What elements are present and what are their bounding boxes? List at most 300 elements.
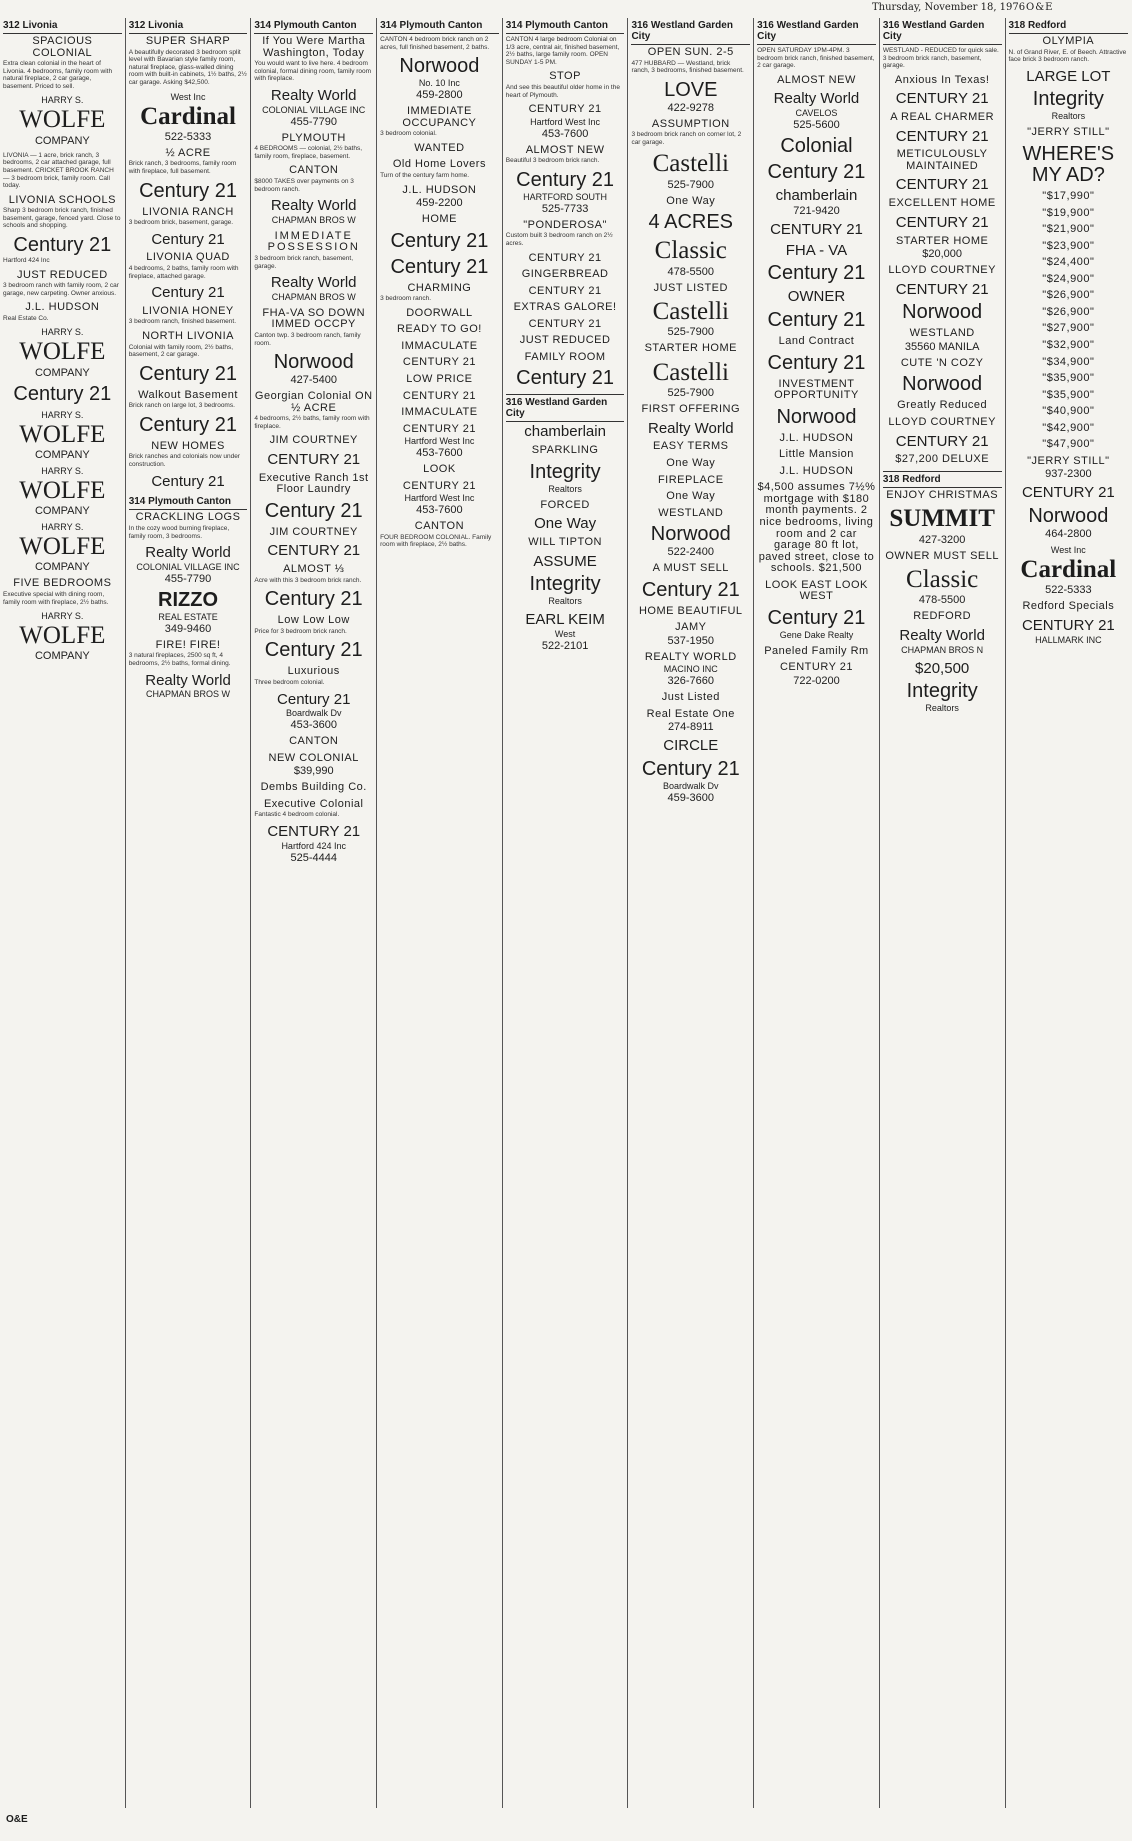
ad-headline: A REAL CHARMER: [890, 111, 995, 124]
classified-ad: [757, 310, 876, 331]
ad-phone: 525-5600: [793, 119, 840, 132]
ad-headline: Redford Specials: [1022, 600, 1115, 613]
ad-phone: 525-7900: [667, 387, 715, 400]
ad-headline: Realty World: [145, 671, 231, 689]
classified-ad: [1009, 390, 1129, 402]
ad-body-text: 3 bedroom ranch, finished basement.: [128, 318, 237, 326]
ad-headline: 4 ACRES: [648, 211, 734, 234]
ad-headline: REDFORD: [913, 610, 972, 623]
ad-headline: Integrity: [529, 460, 601, 483]
classified-ad: [1009, 257, 1129, 269]
classified-ad: [757, 136, 876, 157]
ad-headline: If You Were Martha Washington, Today: [262, 35, 366, 59]
classified-ad: [631, 196, 750, 208]
ad-agent-line: CHAPMAN BROS N: [901, 644, 984, 655]
ad-headline: Century 21: [151, 472, 225, 490]
classified-ad: [3, 327, 122, 378]
ad-agent-line: West: [554, 629, 576, 639]
classified-ad: [506, 170, 625, 215]
ad-body-text: 3 bedroom ranch with family room, 2 car garage, new carpeting. Owner anxious.: [3, 282, 119, 297]
classified-ad: [883, 434, 1002, 450]
ad-phone: 522-2101: [541, 640, 589, 652]
ad-column-3: [251, 18, 377, 1808]
classified-ad: [380, 324, 499, 336]
classified-ad: [883, 91, 1002, 107]
ad-headline: Old Home Lovers: [392, 158, 486, 171]
classified-ad: [3, 384, 122, 405]
classified-ad: [254, 391, 373, 430]
ad-headline: WOLFE: [19, 622, 106, 650]
classified-ad: [1009, 340, 1129, 352]
classified-ad: [506, 516, 625, 532]
classified-ad: [254, 736, 373, 748]
classified-ad: [883, 112, 1002, 124]
classified-ad: [380, 56, 499, 101]
ad-body-text: 3 bedroom colonial.: [380, 130, 437, 138]
classified-ad: [254, 666, 373, 686]
classified-ad: [506, 286, 625, 298]
ad-headline: CRACKLING LOGS: [135, 511, 241, 524]
ad-headline: Norwood: [399, 55, 480, 78]
ad-phone: 453-7600: [416, 447, 463, 460]
ad-agent-line: Boardwalk Dv: [285, 708, 342, 719]
ad-phone: 459-2200: [416, 197, 463, 210]
classified-ad: [3, 95, 122, 146]
classified-ad: [129, 306, 248, 326]
ad-headline: Century 21: [139, 179, 237, 202]
classified-ad: [380, 391, 499, 403]
page-footer: O&E: [6, 1814, 28, 1825]
ad-headline: FIREPLACE: [657, 473, 724, 486]
ad-phone: 522-5333: [164, 130, 212, 143]
ad-headline: Integrity: [906, 680, 978, 703]
ad-headline: J.L. HUDSON: [779, 464, 854, 477]
classified-ad: [3, 611, 122, 662]
classified-ad: [757, 75, 876, 87]
ad-phone: 525-7900: [667, 326, 715, 339]
classified-ad: [1009, 241, 1129, 253]
ad-headline: Century 21: [767, 606, 866, 629]
ad-body-text: Brick ranch, 3 bedrooms, family room with fireplace, full basement.: [128, 160, 237, 175]
classified-ad: [757, 47, 876, 70]
classified-ad: [129, 181, 248, 202]
classified-ad: [380, 407, 499, 419]
ad-headline: ASSUME: [533, 552, 597, 570]
ad-headline: "$35,900": [1042, 388, 1095, 401]
classified-ad: [631, 580, 750, 601]
ad-headline: WHERE'S MY AD?: [1022, 143, 1115, 187]
ad-body-text: CANTON 4 bedroom brick ranch on 2 acres, full finished basement, 2 baths.: [380, 36, 490, 51]
classified-ad: [631, 80, 750, 114]
classified-ad: [129, 545, 248, 585]
classified-ad: [3, 410, 122, 461]
classified-ad: [3, 302, 122, 322]
classified-ad: [1009, 274, 1129, 286]
ad-headline: LIVONIA SCHOOLS: [8, 193, 116, 206]
ad-headline: Realty World: [145, 544, 231, 562]
ad-headline: Colonial: [780, 135, 853, 158]
classified-ad: [631, 119, 750, 147]
classified-ad: [129, 92, 248, 143]
ad-headline: Century 21: [641, 578, 740, 601]
ad-phone: 937-2300: [1045, 468, 1092, 481]
ad-column-5: [503, 18, 629, 1808]
classified-ad: [757, 263, 876, 284]
classified-ad: [254, 275, 373, 303]
ad-body-text: 3 bedroom brick ranch, basement, garage.: [254, 254, 354, 270]
classified-ad: [631, 491, 750, 503]
ad-headline: $4,500 assumes 7½% mortgage with $180 month payments. 2 nice bedrooms, living room and 2 car garage 80 ft lot, paved street, close to schools. $21,500: [757, 481, 876, 575]
ad-headline: Norwood: [273, 351, 354, 374]
ad-headline: "$27,900": [1042, 322, 1095, 335]
section-heading: 314 Plymouth Canton: [254, 18, 373, 34]
classified-ad: [757, 162, 876, 183]
ad-headline: LOVE: [664, 78, 718, 101]
classified-ad: [883, 177, 1002, 193]
ad-headline: GINGERBREAD: [521, 268, 609, 281]
ad-headline: Century 21: [767, 309, 866, 332]
ad-headline: Century 21: [516, 367, 615, 390]
classified-ad: [883, 567, 1002, 606]
classified-ad: [254, 527, 373, 539]
classified-ad: [1009, 456, 1129, 481]
ad-phone: 525-7900: [667, 178, 715, 191]
classified-ad: [631, 360, 750, 399]
classified-ad: [129, 441, 248, 469]
ad-headline: "$47,900": [1042, 438, 1095, 451]
ad-phone: 478-5500: [918, 594, 966, 607]
ad-headline: NEW HOMES: [151, 439, 225, 452]
ad-headline: WESTLAND: [909, 327, 975, 340]
classified-ad: [631, 759, 750, 804]
classified-ad: [129, 390, 248, 410]
ad-headline: EXTRAS GALORE!: [513, 301, 617, 314]
ad-headline: Century 21: [139, 413, 237, 436]
classified-ad: [129, 252, 248, 280]
classified-ad: [506, 554, 625, 570]
classified-ad: [883, 358, 1002, 370]
classified-ad: [883, 551, 1002, 563]
ad-headline: CENTURY 21: [267, 450, 361, 468]
ad-body-text: N. of Grand River, E. of Beech. Attractive face brick 3 bedroom ranch.: [1008, 48, 1127, 64]
ad-headline: Century 21: [264, 499, 363, 522]
ad-headline: READY TO GO!: [396, 323, 482, 336]
classified-ad: [1009, 485, 1129, 501]
ad-headline: Realty World: [773, 90, 860, 108]
ad-headline: ½ ACRE: [165, 146, 211, 159]
ad-headline: Century 21: [151, 284, 225, 302]
ad-body-text: Price for 3 bedroom brick ranch.: [254, 627, 347, 635]
classified-ad: [506, 500, 625, 512]
ad-headline: Realty World: [270, 274, 357, 292]
ad-headline: Cardinal: [1020, 556, 1117, 584]
classified-ad: [129, 590, 248, 635]
classified-ad: [883, 129, 1002, 145]
ad-headline: NEW COLONIAL: [268, 751, 359, 764]
ad-headline: $20,500: [915, 659, 970, 677]
ad-headline: CENTURY 21: [779, 661, 853, 674]
ad-body-text: Real Estate Co.: [3, 314, 49, 322]
classified-ad: [254, 452, 373, 468]
section-heading: 314 Plymouth Canton: [380, 18, 499, 34]
ad-agent-line: Hartford West Inc: [530, 116, 601, 127]
ad-phone: COMPANY: [34, 650, 90, 663]
classified-ad: [254, 88, 373, 128]
classified-ad: [883, 490, 1002, 502]
classified-ad: [631, 508, 750, 520]
issue-date: Thursday, November 18, 1976: [872, 2, 1026, 13]
ad-headline: Executive Colonial: [263, 797, 364, 810]
classified-ad: [380, 36, 499, 51]
classified-ad: [631, 622, 750, 647]
ad-agent-line: HARRY S.: [41, 95, 84, 106]
classified-ad: [883, 75, 1002, 87]
classified-ad: [3, 195, 122, 230]
classified-ad: [380, 257, 499, 278]
classified-ad: [3, 152, 122, 190]
ad-headline: JUST LISTED: [653, 281, 728, 294]
ad-headline: Realty World: [899, 626, 985, 644]
ad-column-4: [377, 18, 503, 1808]
classified-ad: [129, 673, 248, 701]
classified-ad: [380, 464, 499, 476]
classified-ad: [757, 289, 876, 305]
classified-ad: [506, 612, 625, 652]
classified-ad: [506, 104, 625, 140]
ad-headline: CENTURY 21: [528, 251, 602, 264]
classified-ad: [757, 482, 876, 574]
classified-ad: [631, 404, 750, 416]
classified-ad: [506, 335, 625, 347]
ad-headline: STARTER HOME: [644, 342, 737, 355]
ad-column-2: [126, 18, 252, 1808]
ad-agent-line: Realtors: [548, 483, 582, 494]
section-heading: 318 Redford: [883, 471, 1002, 488]
ad-headline: INVESTMENT OPPORTUNITY: [774, 377, 859, 402]
section-heading: 312 Livonia: [3, 18, 122, 34]
ad-phone: 455-7790: [164, 572, 212, 585]
ad-phone: COMPANY: [34, 366, 90, 379]
ad-phone: 478-5500: [667, 265, 715, 278]
classified-ad: [631, 238, 750, 277]
classified-ad: [380, 143, 499, 155]
ad-headline: CANTON: [289, 735, 339, 748]
classified-ad: [254, 352, 373, 386]
classified-ad: [254, 501, 373, 522]
ad-headline: ENJOY CHRISTMAS: [886, 488, 999, 501]
classified-ad: [254, 473, 373, 496]
ad-agent-line: HALLMARK INC: [1035, 634, 1102, 645]
ad-headline: FIRE! FIRE!: [155, 638, 221, 651]
ad-body-text: Brick ranches and colonials now under construction.: [128, 453, 240, 469]
ad-headline: CIRCLE: [663, 737, 719, 755]
classified-ad: [129, 207, 248, 227]
ad-headline: "$24,900": [1042, 272, 1095, 285]
ad-body-text: 4 bedrooms, 2½ baths, family room with fireplace.: [254, 415, 370, 430]
classified-ad: [506, 537, 625, 549]
classified-ad: [3, 36, 122, 90]
ad-agent-line: HARRY S.: [41, 409, 84, 420]
ad-body-text: Turn of the century farm home.: [380, 171, 470, 179]
ad-headline: CANTON: [414, 520, 465, 533]
ad-phone: 722-0200: [793, 674, 840, 687]
ad-headline: STOP: [549, 70, 581, 83]
ad-agent-line: REAL ESTATE: [158, 611, 218, 622]
classified-ad: [883, 374, 1002, 395]
ad-headline: HOME BEAUTIFUL: [638, 604, 743, 617]
ad-body-text: Sharp 3 bedroom brick ranch, finished basement, garage, fenced yard. Close to schools and shopping.: [3, 207, 121, 230]
ad-headline: SPARKLING: [531, 444, 599, 457]
classified-ad: [631, 475, 750, 487]
classified-ad: [631, 458, 750, 470]
classified-ad: [1009, 545, 1129, 596]
classified-ad: [129, 512, 248, 540]
classified-ad: [757, 91, 876, 131]
section-heading: 316 Westland Garden City: [757, 18, 876, 45]
ad-column-9: [1006, 18, 1132, 1808]
ad-headline: "$32,900": [1042, 338, 1095, 351]
ad-headline: Luxurious: [287, 665, 340, 678]
ad-headline: Century 21: [390, 229, 489, 252]
ad-phone: 464-2800: [1045, 528, 1092, 541]
classified-ad: [129, 148, 248, 176]
ad-phone: 721-9420: [793, 204, 840, 217]
ad-headline: FIVE BEDROOMS: [13, 577, 112, 590]
ad-headline: Real Estate One: [646, 707, 735, 720]
classified-ad: [1009, 618, 1129, 646]
classified-ad: [883, 611, 1002, 623]
ad-body-text: Executive special with dining room, family room with fireplace, 2½ baths.: [3, 591, 109, 606]
ad-headline: "$26,900": [1042, 305, 1095, 318]
ad-headline: ALMOST ⅓: [283, 563, 345, 576]
ad-headline: LLOYD COURTNEY: [888, 416, 996, 428]
ad-phone: 274-8911: [667, 721, 714, 734]
ad-headline: WOLFE: [19, 338, 106, 366]
ad-body-text: 3 bedroom brick ranch on corner lot, 2 car garage.: [631, 131, 742, 146]
ad-body-text: 3 bedroom brick, basement, garage.: [128, 219, 234, 227]
ad-agent-line: CHAPMAN BROS W: [146, 689, 231, 700]
ad-headline: LARGE LOT: [1026, 67, 1111, 85]
ad-headline: Just Listed: [661, 691, 720, 704]
ad-headline: Anxious In Texas!: [894, 73, 990, 86]
ad-phone: 522-2400: [667, 546, 715, 559]
classified-ad: [1009, 323, 1129, 335]
ad-headline: Land Contract: [778, 335, 855, 348]
ad-phone: 326-7660: [667, 675, 715, 688]
classified-ad: [129, 474, 248, 490]
ad-headline: CUTE 'N COZY: [900, 356, 984, 369]
ad-column-6: [628, 18, 754, 1808]
ad-headline: ASSUMPTION: [651, 117, 730, 130]
ad-headline: Castelli: [652, 298, 729, 326]
ad-headline: LOOK: [423, 463, 456, 476]
ad-headline: OWNER: [787, 288, 846, 306]
classified-ad: [757, 222, 876, 238]
ad-headline: PLYMOUTH: [281, 131, 346, 144]
classified-ad: [506, 253, 625, 265]
ad-agent-line: HARRY S.: [41, 327, 84, 338]
ad-headline: CENTURY 21: [895, 280, 989, 298]
ad-headline: CENTURY 21: [1021, 616, 1115, 634]
ad-headline: STARTER HOME: [895, 234, 989, 247]
classified-ad: [631, 299, 750, 338]
classified-ad: [757, 646, 876, 658]
classified-ad: [757, 336, 876, 348]
ad-headline: SUPER SHARP: [145, 35, 231, 47]
ad-headline: FORCED: [540, 498, 590, 511]
ad-headline: EARL KEIM: [525, 611, 605, 629]
ad-headline: "JERRY STILL": [1027, 126, 1110, 139]
ad-body-text: 3 natural fireplaces, 2500 sq ft, 4 bedrooms, 2½ baths, formal dining.: [128, 652, 231, 667]
classified-ad: [883, 198, 1002, 210]
publication-mark: O&E: [1026, 2, 1054, 13]
ad-phone: 453-7600: [541, 127, 589, 140]
ad-phone: COMPANY: [34, 448, 90, 461]
classified-ad: [1009, 208, 1129, 220]
classified-ad: [254, 435, 373, 447]
classified-ad: [883, 506, 1002, 545]
ad-headline: ALMOST NEW: [525, 143, 605, 156]
ad-headline: REALTY WORLD: [644, 650, 737, 663]
classified-ad: [631, 606, 750, 618]
ad-headline: Century 21: [13, 382, 112, 405]
ad-body-text: Brick ranch on large lot, 3 bedrooms.: [128, 402, 235, 410]
classified-ad: [506, 302, 625, 314]
section-heading: 316 Westland Garden City: [506, 394, 625, 422]
classified-ad: [129, 285, 248, 301]
ad-phone: 537-1950: [667, 634, 715, 647]
ad-headline: NORTH LIVONIA: [142, 330, 234, 343]
ad-body-text: OPEN SATURDAY 1PM-4PM. 3 bedroom brick ranch, finished basement, 2 car garage.: [757, 47, 875, 70]
classified-ad: [254, 615, 373, 635]
classified-ad: [757, 449, 876, 461]
ad-headline: Century 21: [13, 234, 112, 257]
classified-ad: [883, 454, 1002, 466]
ad-headline: OLYMPIA: [1042, 35, 1095, 47]
classified-ad: [380, 308, 499, 320]
ad-headline: Century 21: [767, 161, 866, 184]
ad-headline: Classic: [654, 237, 727, 265]
ad-headline: RIZZO: [158, 588, 219, 611]
ad-agent-line: HARRY S.: [41, 522, 84, 533]
ad-headline: FHA - VA: [785, 241, 848, 259]
classified-ad: [631, 738, 750, 754]
classified-ad: [506, 574, 625, 607]
ad-agent-line: West Inc: [1050, 545, 1086, 556]
ad-phone: COMPANY: [34, 505, 90, 518]
ad-headline: CENTURY 21: [267, 823, 361, 841]
ad-headline: EASY TERMS: [653, 440, 729, 453]
ad-headline: Norwood: [650, 523, 731, 546]
classified-ad: [506, 319, 625, 331]
ad-headline: $27,200 DELUXE: [895, 453, 990, 466]
ad-body-text: A beautifully decorated 3 bedroom split level with Bavarian style family room, natural fireplace, glass-walled dining room with built-in cabinets, 1½ baths, 2½ car garage. Asking $42,500.: [128, 48, 247, 86]
classified-ad: [757, 353, 876, 374]
classified-ad: [631, 441, 750, 453]
masthead: [0, 0, 1132, 16]
ad-headline: Dembs Building Co.: [260, 781, 367, 794]
ad-headline: JIM COURTNEY: [269, 434, 358, 447]
section-heading: 312 Livonia: [129, 18, 248, 34]
ad-headline: Walkout Basement: [138, 388, 238, 401]
classified-ad: [757, 243, 876, 259]
classified-ad: [254, 589, 373, 610]
ad-body-text: 4 BEDROOMS — colonial, 2½ baths, family room, fireplace, basement.: [254, 145, 363, 160]
ad-column-7: [754, 18, 880, 1808]
ad-headline: WILL TIPTON: [528, 535, 602, 548]
ad-agent-line: Boardwalk Dv: [663, 781, 719, 792]
classified-ad: [254, 133, 373, 161]
